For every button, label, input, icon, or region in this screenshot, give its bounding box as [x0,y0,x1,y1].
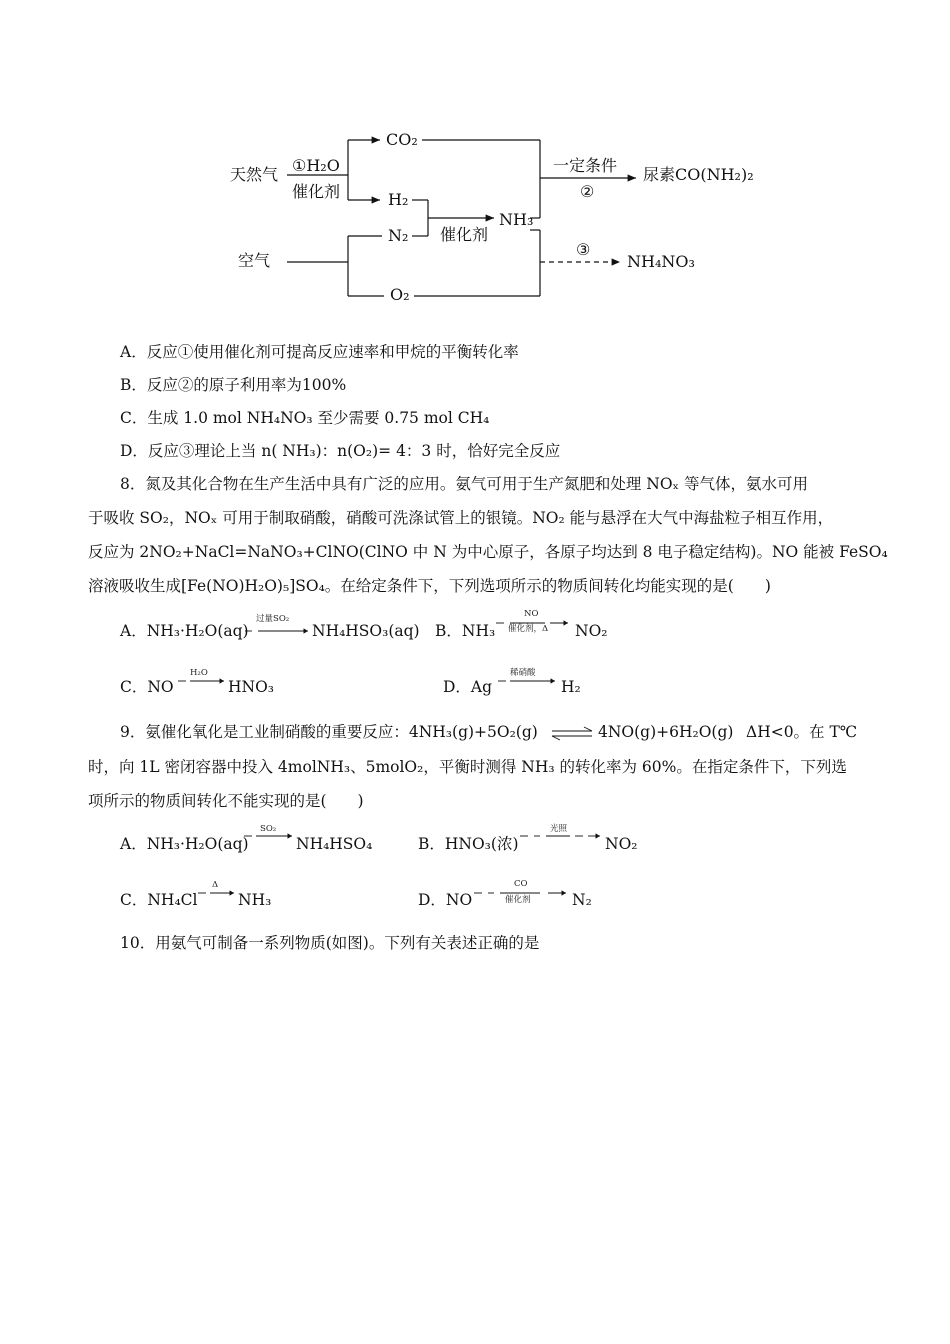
q7-option-a: A．反应①使用催化剂可提高反应速率和甲烷的平衡转化率 [120,343,519,361]
q9-b-end: NO₂ [605,835,638,853]
q7-option-d: D．反应③理论上当 n( NH₃)：n(O₂)= 4：3 时，恰好完全反应 [120,442,561,460]
q9-a-start: A．NH₃·H₂O(aq) [120,835,249,853]
q8-stem-line1: 8．氮及其化合物在生产生活中具有广泛的应用。氨气可用于生产氮肥和处理 NOₓ 等气体，氨水可用 [120,475,809,493]
step3-label: ③ [576,240,591,259]
q9-a-condition: SO₂ [260,824,277,834]
q8-d-condition: 稀硝酸 [510,668,536,678]
q9-d-end: N₂ [572,891,592,909]
q8-stem-line2: 于吸收 SO₂，NOₓ 可用于制取硝酸，硝酸可洗涤试管上的银镜。NO₂ 能与悬浮在大气中海盐粒子相互作用， [88,509,834,527]
q8-stem-line4: 溶液吸收生成[Fe(NO)H₂O)₅]SO₄。在给定条件下，下列选项所示的物质间转化均能实现的是( ) [88,577,771,595]
q9-d-start: D．NO [418,891,473,909]
q8-c-end: HNO₃ [228,678,275,696]
q8-b-start: B．NH₃ [435,622,496,640]
natural-gas-label: 天然气 [230,165,279,184]
q9-d-condition-bottom: 催化剂 [505,895,531,905]
q8-stem-line3: 反应为 2NO₂+NaCl=NaNO₃+ClNO(ClNO 中 N 为中心原子，各原子均达到 8 电子稳定结构)。NO 能被 FeSO₄ [88,543,888,561]
air-label: 空气 [238,251,271,270]
step2-label: ② [580,182,595,201]
q8-b-condition-top: NO [524,609,539,619]
catalyst1-label: 催化剂 [292,182,341,201]
q8-a-end: NH₄HSO₃(aq) [312,622,420,640]
q8-d-end: H₂ [561,678,581,696]
urea-label: 尿素CO(NH₂)₂ [643,165,754,184]
q9-stem-line3: 项所示的物质间转化不能实现的是( ) [88,792,364,810]
q10-stem: 10．用氨气可制备一系列物质(如图)。下列有关表述正确的是 [120,934,540,952]
q8-d-start: D．Ag [443,678,493,696]
q8-a-start: A．NH₃·H₂O(aq) [120,622,249,640]
q8-c-start: C．NO [120,678,174,696]
q9-c-condition: Δ [212,880,219,890]
q9-c-end: NH₃ [238,891,272,909]
q8-b-end: NO₂ [575,622,608,640]
nh4no3-label: NH₄NO₃ [627,252,695,271]
q9-b-condition: 光照 [550,824,568,834]
q9-stem-line1-c: ΔH<0。在 T℃ [746,723,858,741]
q9-d-condition-top: CO [514,879,528,889]
nh3-label: NH₃ [499,210,534,229]
q8-a-condition: 过量SO₂ [256,614,290,624]
co2-label: CO₂ [386,130,418,149]
conditions-label: 一定条件 [553,156,618,175]
h2-label: H₂ [388,190,409,209]
q8-c-condition: H₂O [190,668,208,678]
o2-label: O₂ [390,285,410,304]
q9-b-start: B．HNO₃(浓) [418,835,519,853]
q9-stem-line1-a: 9．氨催化氧化是工业制硝酸的重要反应：4NH₃(g)+5O₂(g) [120,723,538,741]
q9-stem-line1-b: 4NO(g)+6H₂O(g) [598,723,734,741]
q7-option-b: B．反应②的原子利用率为100% [120,376,347,394]
n2-label: N₂ [388,226,409,245]
q7-option-c: C．生成 1.0 mol NH₄NO₃ 至少需要 0.75 mol CH₄ [120,409,490,427]
step1-label: ①H₂O [292,156,340,175]
q8-b-condition-bottom: 催化剂，Δ [508,624,549,634]
catalyst2-label: 催化剂 [440,225,489,244]
q9-a-end: NH₄HSO₄ [296,835,373,853]
q9-stem-line2: 时，向 1L 密闭容器中投入 4molNH₃、5molO₂，平衡时测得 NH₃ 的转化率为 60%。在指定条件下，下列选 [88,758,847,776]
q9-c-start: C．NH₄Cl [120,891,198,909]
